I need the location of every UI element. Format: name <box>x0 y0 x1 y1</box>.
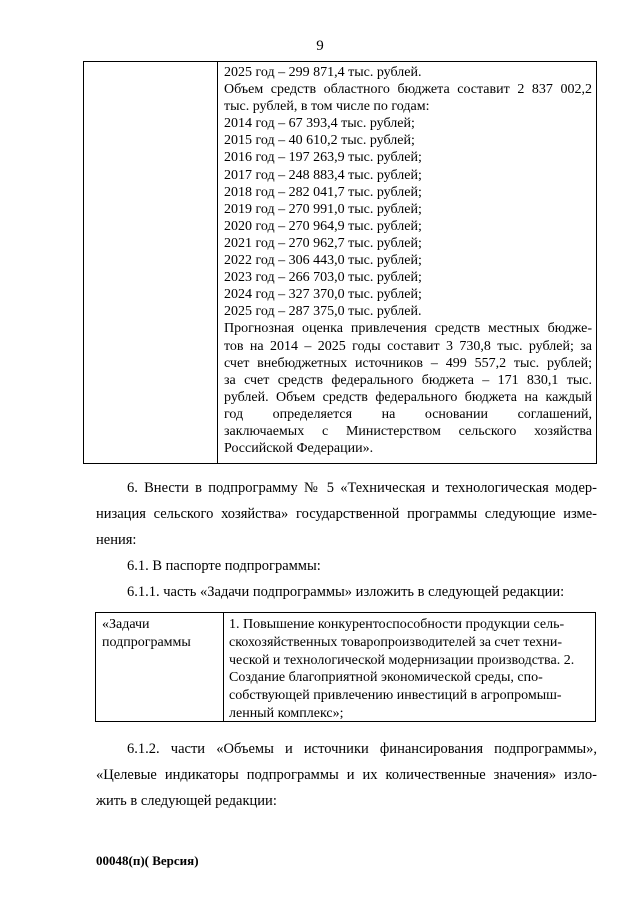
tasks-line: скохозяйственных товаропроизводителей за счет техни- <box>229 634 563 650</box>
paragraph-6-line-3: нения: <box>96 532 137 548</box>
table-line: 2017 год – 248 883,4 тыс. рублей; <box>224 167 422 183</box>
paragraph-6-1-1: 6.1.1. часть «Задачи подпрограммы» изложить в следующей редакции: <box>127 584 565 600</box>
table-column-divider <box>223 613 224 721</box>
table-line: Объем средств областного бюджета составит 2 837 002,2 <box>224 82 592 98</box>
tasks-label-cell <box>102 616 218 652</box>
table-line: Российской Федерации». <box>224 441 374 457</box>
tasks-line: ленный комплекс»; <box>229 705 344 721</box>
paragraph-6-1: 6.1. В паспорте подпрограммы: <box>127 558 321 574</box>
table-line: 2015 год – 40 610,2 тыс. рублей; <box>224 133 415 149</box>
financing-text-cell <box>224 64 592 457</box>
paragraph-6-1-2-line-3: жить в следующей редакции: <box>96 793 277 809</box>
table-line: 2024 год – 327 370,0 тыс. рублей; <box>224 287 422 303</box>
page-number: 9 <box>316 38 324 54</box>
tasks-table <box>95 612 596 722</box>
paragraph-6-line-2: низация сельского хозяйства» государственной программы следующие изме- <box>96 506 597 522</box>
table-line: Прогнозная оценка привлечения средств местных бюдже- <box>224 321 592 337</box>
tasks-line: 2. Создание благоприятной экономической среды, спо- <box>229 652 575 686</box>
table-line: тов на 2014 – 2025 годы составит 3 730,8 тыс. рублей; за <box>224 338 592 354</box>
table-line: заключаемых с Министерством сельского хозяйства <box>224 423 592 439</box>
table-line: 2025 год – 287 375,0 тыс. рублей. <box>224 304 422 320</box>
table-line: 2018 год – 282 041,7 тыс. рублей; <box>224 184 422 200</box>
table-line: 2020 год – 270 964,9 тыс. рублей; <box>224 218 422 234</box>
tasks-line: собствующей привлечению инвестиций в агропромыш- <box>229 688 562 704</box>
financing-table-continuation <box>83 61 597 464</box>
table-line: 2023 год – 266 703,0 тыс. рублей; <box>224 270 422 286</box>
table-line: 2019 год – 270 991,0 тыс. рублей; <box>224 201 422 217</box>
tasks-text-cell <box>229 616 590 723</box>
table-line: 2014 год – 67 393,4 тыс. рублей; <box>224 116 415 132</box>
table-line: счет внебюджетных источников – 499 557,2 тыс. рублей; <box>224 355 592 371</box>
table-line: за счет средств федерального бюджета – 171 830,1 тыс. <box>224 372 592 388</box>
tasks-line: ческой и технологической модернизации производства. <box>229 652 561 668</box>
paragraph-6-1-2-line-2: «Целевые индикаторы подпрограммы и их количественные значения» изло- <box>96 767 597 783</box>
table-line: 2022 год – 306 443,0 тыс. рублей; <box>224 253 422 269</box>
paragraph-6-line-1: 6. Внести в подпрограмму № 5 «Техническая и технологическая модер- <box>127 480 597 496</box>
table-line: год определяется на основании соглашений, <box>224 406 592 422</box>
document-footer-code: 00048(п)( Версия) <box>96 853 199 868</box>
table-line: 2025 год – 299 871,4 тыс. рублей. <box>224 65 422 80</box>
table-line: тыс. рублей, в том числе по годам: <box>224 99 430 115</box>
table-line: рублей. Объем средств федерального бюджета на каждый <box>224 389 592 405</box>
table-line: 2016 год – 197 263,9 тыс. рублей; <box>224 150 422 166</box>
table-line: 2021 год – 270 962,7 тыс. рублей; <box>224 235 422 251</box>
paragraph-6-1-2-line-1: 6.1.2. части «Объемы и источники финансирования подпрограммы», <box>127 741 597 757</box>
table-column-divider <box>217 62 218 463</box>
tasks-label-line: «Задачи <box>102 617 150 632</box>
tasks-label-line: подпрограммы <box>102 635 191 650</box>
tasks-line: 1. Повышение конкурентоспособности продукции сель- <box>229 617 565 632</box>
